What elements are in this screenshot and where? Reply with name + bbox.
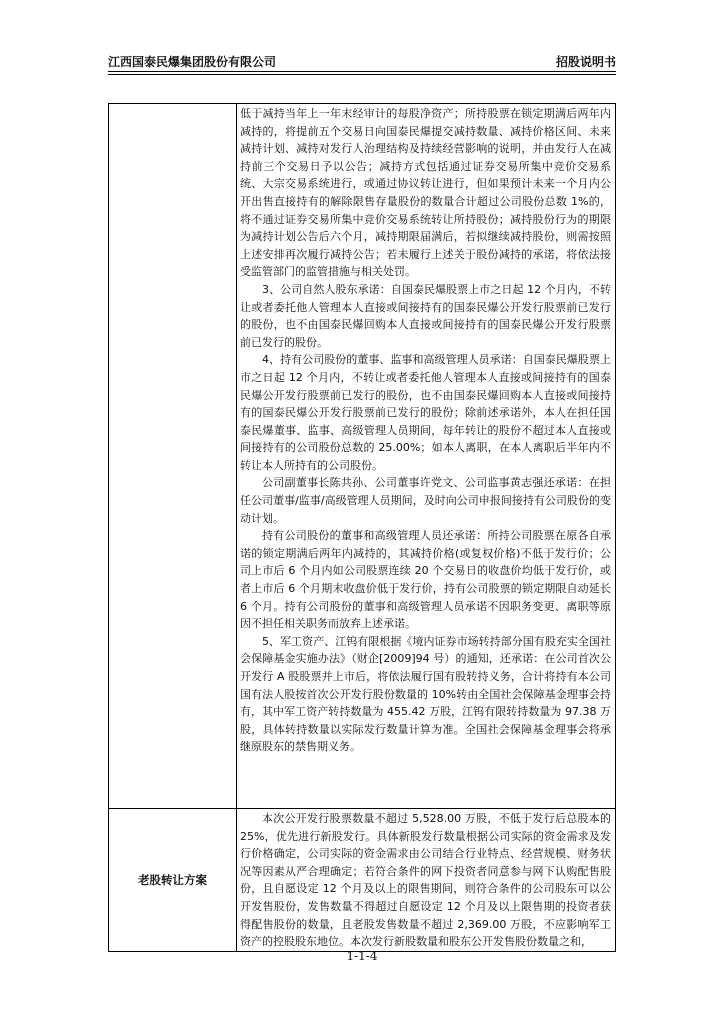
document-title: 招股说明书 — [555, 55, 616, 69]
header-rule-thick — [108, 71, 616, 72]
old-share-transfer-cell — [240, 810, 611, 951]
paragraph: 本次公开发行股票数量不超过 5,528.00 万股，不低于发行后总股本的 25%，优先进行新股发行。具体新股发行数量根据公司实际的资金需求及发行价格确定，公司实际的资金需求由公司结合行业特点、经营规模、财务状况等因素从严合理确定；若符合条件的网下投资者同意参与网下认购配售股份，且自愿设定 12 个月及以上的限售期间，则符合条件的公司股东可以公开发售股份，发售数量不得超过自愿设定 12 个月及以上限售期的投资者获得配售股份的数量，且老股发售数量不超过 2,369.00 万股，不应影响军工资产的控股股东地位。本次发行新股数量和股东公开发售股份数量之和， — [240, 812, 611, 949]
paragraph: 5、军工资产、江钨有限根据《境内证券市场转持部分国有股充实全国社会保障基金实施办法》（财企[2009]94 号）的通知，还承诺：在公司首次公开发行 A 股股票并上市后，将依法履行国有股转持义务，合计将持有本公司国有法人股按首次公开发行股份数量的 10%转由全国社会保障基金理事会持有，其中军工资产转持数量为 455.42 万股，江钨有限转持数量为 97.38 万股，具体转持数量以实际发行数量计算为准。全国社会保障基金理事会将承继原股东的禁售期义务。 — [240, 634, 611, 754]
old-share-transfer-label: 老股转让方案 — [138, 872, 207, 887]
content-table — [108, 103, 616, 952]
company-name: 江西国泰民爆集团股份有限公司 — [108, 55, 277, 69]
header-rule-thin — [108, 74, 616, 75]
page-number: 1-1-4 — [346, 949, 378, 963]
lockup-commitments-cell — [240, 105, 611, 756]
page-header — [108, 52, 616, 70]
paragraph: 3、公司自然人股东承诺：自国泰民爆股票上市之日起 12 个月内，不转让或者委托他人管理本人直接或间接持有的国泰民爆公开发行股票前已发行的股份，也不由国泰民爆回购本人直接或间接持有的国泰民爆公开发行股票前已发行的股份。 — [240, 282, 611, 349]
paragraph: 持有公司股份的董事和高级管理人员还承诺：所持公司股票在原各自承诺的锁定期满后两年内减持的，其减持价格(或复权价格)不低于发行价；公司上市后 6 个月内如公司股票连续 20 个交易日的收盘价均低于发行价，或者上市后 6 个月期末收盘价低于发行价，持有公司股票的锁定期限自动延长 6 个月。持有公司股份的董事和高级管理人员承诺不因职务变更、离职等原因不担任相关职务而放弃上述承诺。 — [240, 529, 611, 631]
paragraph: 公司副董事长陈共孙、公司董事许党文、公司监事黄志强还承诺：在担任公司董事/监事/高级管理人员期间，及时向公司申报间接持有公司股份的变动计划。 — [240, 476, 611, 525]
paragraph: 4、持有公司股份的董事、监事和高级管理人员承诺：自国泰民爆股票上市之日起 12 个月内，不转让或者委托他人管理本人直接或间接持有的国泰民爆公开发行股票前已发行的股份，也不由国泰民爆回购本人直接或间接持有的国泰民爆公开发行股票前已发行的股份；除前述承诺外，本人在担任国泰民爆董事、监事、高级管理人员期间，每年转让的股份不超过本人直接或间接持有的公司股份总数的 25.00%；如本人离职，在本人离职后半年内不转让本人所持有的公司股份。 — [240, 353, 611, 472]
paragraph: 低于减持当年上一年末经审计的每股净资产；所持股票在锁定期满后两年内减持的，将提前五个交易日向国泰民爆提交减持数量、减持价格区间、未来减持计划、减持对发行人治理结构及持续经营影响的说明，并由发行人在减持前三个交易日予以公告；减持方式包括通过证券交易所集中竞价交易系统、大宗交易系统进行，或通过协议转让进行，但如果预计未来一个月内公开出售直接持有的解除限售存量股份的数量合计超过公司股份总数 1%的，将不通过证券交易所集中竞价交易系统转让所持股份；减持股份行为的期限为减持计划公告后六个月，减持期限届满后，若拟继续减持股份，则需按照上述安排再次履行减持公告；若未履行上述关于股份减持的承诺，将依法接受监管部门的监管措施与相关处罚。 — [240, 107, 611, 279]
column-divider — [236, 104, 237, 951]
